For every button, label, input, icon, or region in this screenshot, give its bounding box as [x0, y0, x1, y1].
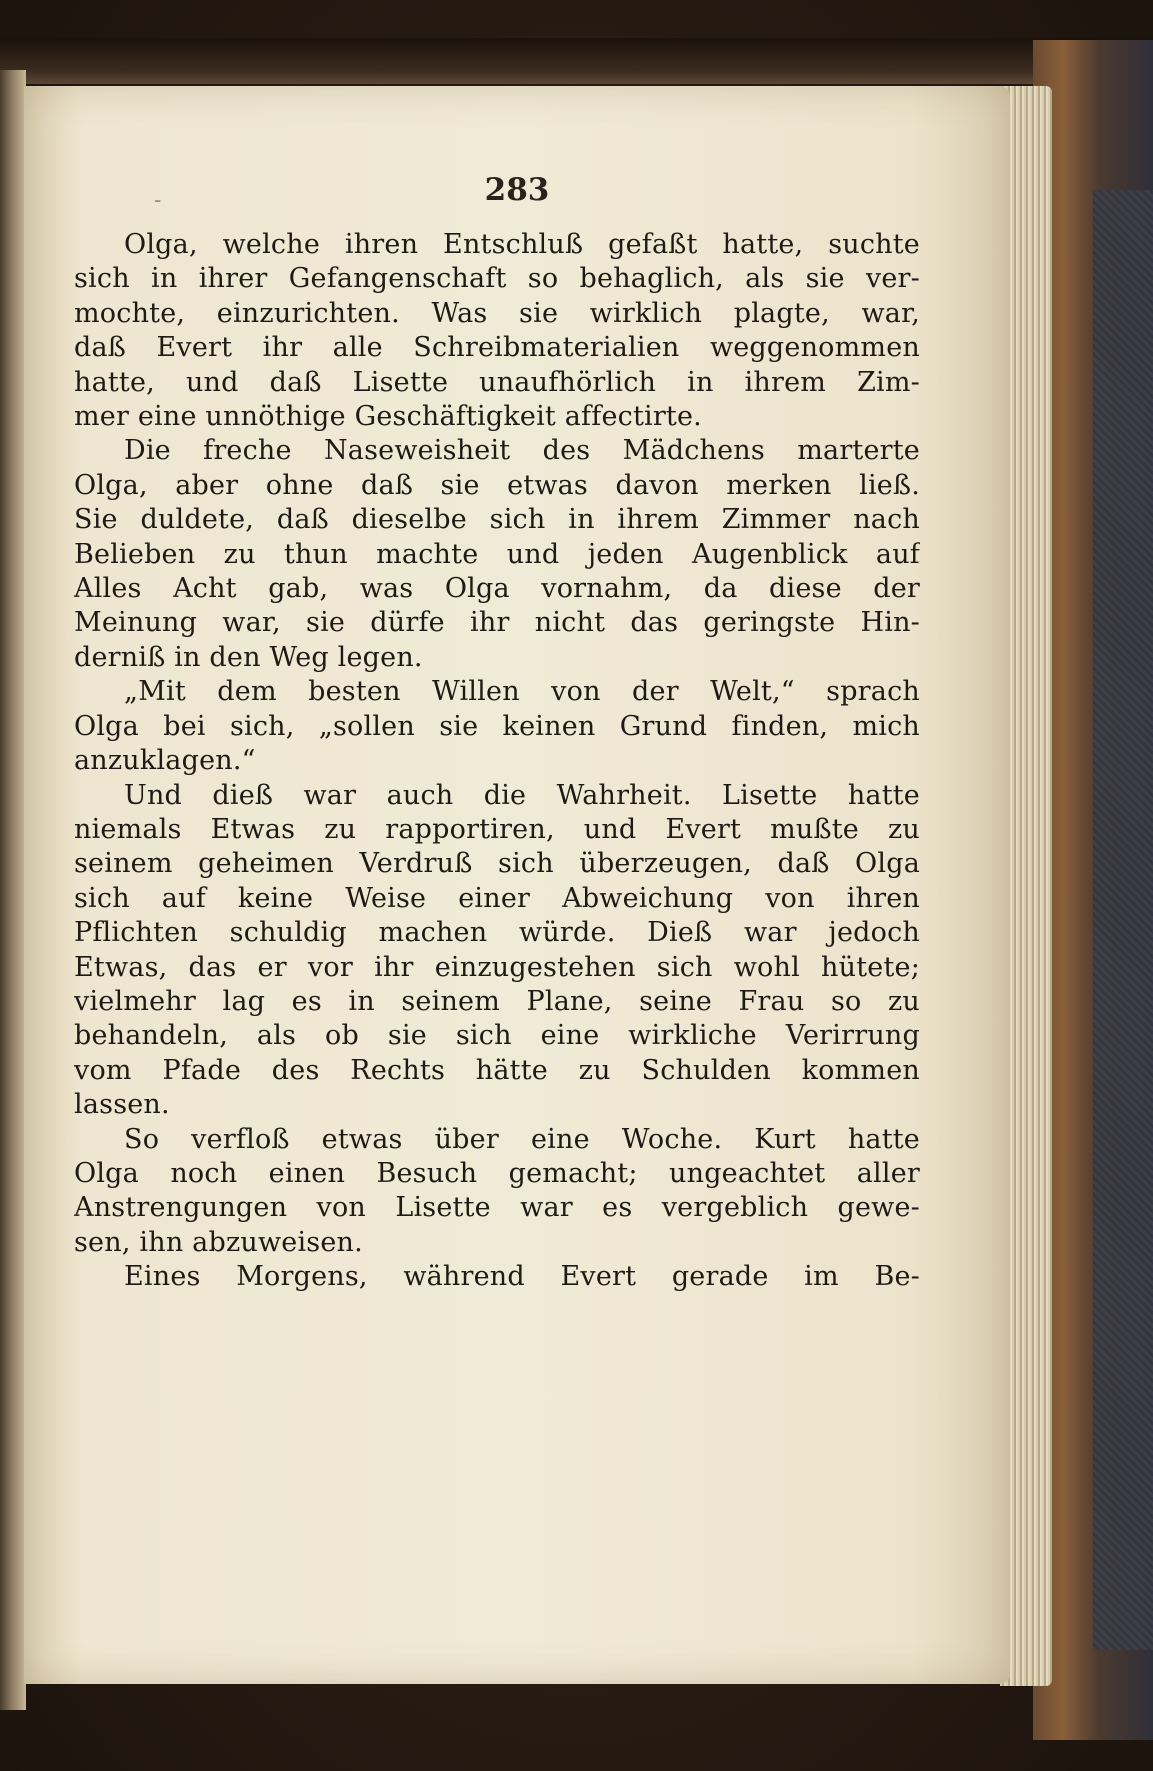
page-body-text	[74, 228, 920, 1295]
text-line: behandeln, als ob sie sich eine wirkliche Verirrung	[74, 1020, 920, 1052]
text-line: Pflichten schuldig machen würde. Dieß war jedoch	[74, 917, 920, 949]
text-line: sich in ihrer Gefangenschaft so behaglich, als sie ver-	[74, 263, 920, 295]
text-line: seinem geheimen Verdruß sich überzeugen, daß Olga	[74, 848, 920, 880]
text-line: Sie duldete, daß dieselbe sich in ihrem Zimmer nach	[74, 504, 920, 536]
text-line: mochte, einzurichten. Was sie wirklich plagte, war,	[74, 297, 920, 329]
text-line: Olga bei sich, „sollen sie keinen Grund finden, mich	[74, 710, 920, 742]
book-cover-cloth	[1093, 190, 1153, 1650]
book-cover-top-edge	[0, 38, 1153, 84]
text-line: vom Pfade des Rechts hätte zu Schulden kommen	[74, 1054, 920, 1086]
text-line: daß Evert ihr alle Schreibmaterialien weggenommen	[74, 332, 920, 364]
text-line: lassen.	[74, 1089, 170, 1121]
text-line: derniß in den Weg legen.	[74, 641, 423, 673]
text-line: sich auf keine Weise einer Abweichung von ihren	[74, 882, 920, 914]
text-line: Alles Acht gab, was Olga vornahm, da diese der	[74, 573, 920, 605]
text-line: hatte, und daß Lisette unaufhörlich in ihrem Zim-	[74, 366, 920, 398]
text-line: anzuklagen.“	[74, 745, 256, 777]
book-gutter-left	[0, 70, 26, 1710]
text-line: Belieben zu thun machte und jeden Augenblick auf	[74, 538, 920, 570]
text-line: So verfloß etwas über eine Woche. Kurt hatte	[124, 1123, 920, 1155]
text-line: Die freche Naseweisheit des Mädchens marterte	[124, 435, 920, 467]
text-line: sen, ihn abzuweisen.	[74, 1226, 363, 1258]
text-line: Olga noch einen Besuch gemacht; ungeachtet aller	[74, 1157, 920, 1189]
text-line: Und dieß war auch die Wahrheit. Lisette hatte	[124, 779, 920, 811]
text-line: Eines Morgens, während Evert gerade im Be-	[124, 1261, 920, 1293]
page-dash-mark: -	[154, 188, 162, 213]
text-line: Olga, aber ohne daß sie etwas davon merken ließ.	[74, 469, 920, 501]
text-line: Anstrengungen von Lisette war es vergeblich gewe-	[74, 1192, 920, 1224]
text-line: mer eine unnöthige Geschäftigkeit affectirte.	[74, 401, 702, 433]
text-line: niemals Etwas zu rapportiren, und Evert mußte zu	[74, 813, 920, 845]
text-line: Meinung war, sie dürfe ihr nicht das geringste Hin-	[74, 607, 920, 639]
text-line: Etwas, das er vor ihr einzugestehen sich wohl hütete;	[74, 951, 920, 983]
text-line: vielmehr lag es in seinem Plane, seine Frau so zu	[74, 985, 920, 1017]
book-page	[24, 86, 1010, 1684]
page-number: 283	[484, 172, 550, 208]
text-line: „Mit dem besten Willen von der Welt,“ sprach	[124, 676, 920, 708]
text-line: Olga, welche ihren Entschluß gefaßt hatte, suchte	[124, 229, 920, 260]
